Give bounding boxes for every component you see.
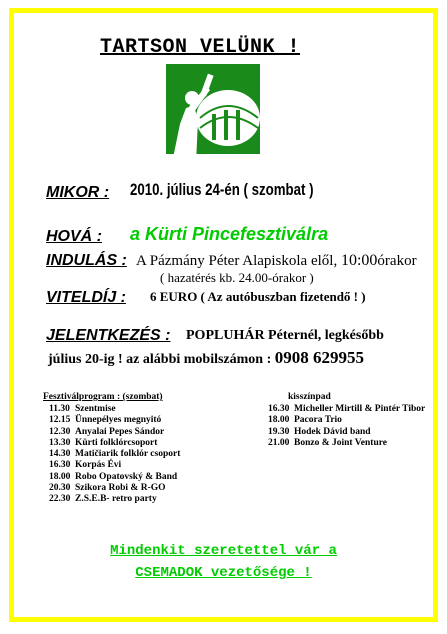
mikor-value: 2010. július 24-én ( szombat ) <box>130 180 314 199</box>
page-title: TARTSON VELÜNK ! <box>100 36 301 59</box>
program-row <box>49 449 180 460</box>
hova-label: HOVÁ : <box>46 228 102 245</box>
program-time: 20.30 <box>49 483 71 494</box>
program-performer: Anyalai Pepes Sándor <box>75 426 165 437</box>
program-time: 12.30 <box>49 426 71 437</box>
hova-value: a Kürti Pincefesztiválra <box>130 224 329 244</box>
program-performer: Szentmise <box>75 404 116 414</box>
program-performer: Szikora Robi & R-GO <box>75 483 166 494</box>
program-performer: Z.S.E.B- retro party <box>75 494 157 505</box>
program-row <box>49 472 180 483</box>
wine-cellar-barrel-illustration <box>166 64 260 163</box>
program-row <box>268 438 425 449</box>
program-performer: Micheller Mirtill & Pintér Tibor <box>294 404 426 414</box>
small-stage-heading: kisszínpad <box>288 392 331 402</box>
program-row <box>49 404 180 415</box>
program-row <box>49 438 180 449</box>
program-time: 22.30 <box>49 494 71 505</box>
indulas-value <box>136 252 417 270</box>
program-time: 12.15 <box>49 415 71 426</box>
program-row <box>49 415 180 426</box>
footer-line-2: CSEMADOK vezetősége ! <box>135 565 312 581</box>
program-time: 18.00 <box>49 471 71 482</box>
indulas-time: 10:00 <box>340 252 378 269</box>
program-row <box>268 415 425 426</box>
indulas-return: ( hazatérés kb. 24.00-órakor ) <box>160 270 314 285</box>
program-row <box>49 483 180 494</box>
indulas-place: A Pázmány Péter Alapiskola elől, <box>136 253 338 269</box>
mikor-label: MIKOR : <box>46 184 110 201</box>
program-time: 18.00 <box>268 415 290 426</box>
program-performer: Hodek Dávid band <box>294 426 371 437</box>
program-time: 13.30 <box>49 437 71 448</box>
program-row <box>268 404 425 415</box>
program-time: 11.30 <box>49 404 70 414</box>
footer-line-1: Mindenkit szeretettel vár a <box>110 543 337 559</box>
program-time: 19.30 <box>268 426 290 437</box>
festival-program-list <box>49 404 180 506</box>
program-performer: Matičiarik folklór csoport <box>75 449 181 460</box>
small-stage-list <box>268 404 425 449</box>
program-time: 16.30 <box>268 404 290 414</box>
jelentkezes-line2 <box>48 348 364 368</box>
program-row <box>49 494 180 505</box>
phone-number: 0908 629955 <box>274 348 364 367</box>
viteldij-label: VITELDÍJ : <box>46 289 127 306</box>
program-time: 16.30 <box>49 460 71 471</box>
program-row <box>49 460 180 471</box>
program-performer: Robo Opatovský & Band <box>75 471 178 482</box>
program-performer: Ünnepélyes megnyitó <box>75 415 162 426</box>
program-performer: Pacora Trio <box>294 415 342 426</box>
jelentkezes-deadline: július 20-ig ! az alábbi mobilszámon : <box>48 352 272 367</box>
program-performer: Bonzo & Joint Venture <box>294 437 387 448</box>
jelentkezes-line1: POPLUHÁR Péternél, legkésőbb <box>186 328 384 343</box>
viteldij-value: 6 EURO ( Az autóbuszban fizetendő ! ) <box>150 289 366 304</box>
festival-program-heading: Fesztiválprogram : (szombat) <box>43 392 163 402</box>
program-row <box>49 427 180 438</box>
program-performer: Kürti folklórcsoport <box>75 437 158 448</box>
program-row <box>268 427 425 438</box>
program-time: 14.30 <box>49 449 71 460</box>
indulas-label: INDULÁS : <box>46 252 127 269</box>
indulas-suffix: órakor <box>377 253 417 269</box>
jelentkezes-label: JELENTKEZÉS : <box>46 327 171 344</box>
program-time: 21.00 <box>268 437 290 448</box>
program-performer: Korpás Évi <box>75 460 122 471</box>
